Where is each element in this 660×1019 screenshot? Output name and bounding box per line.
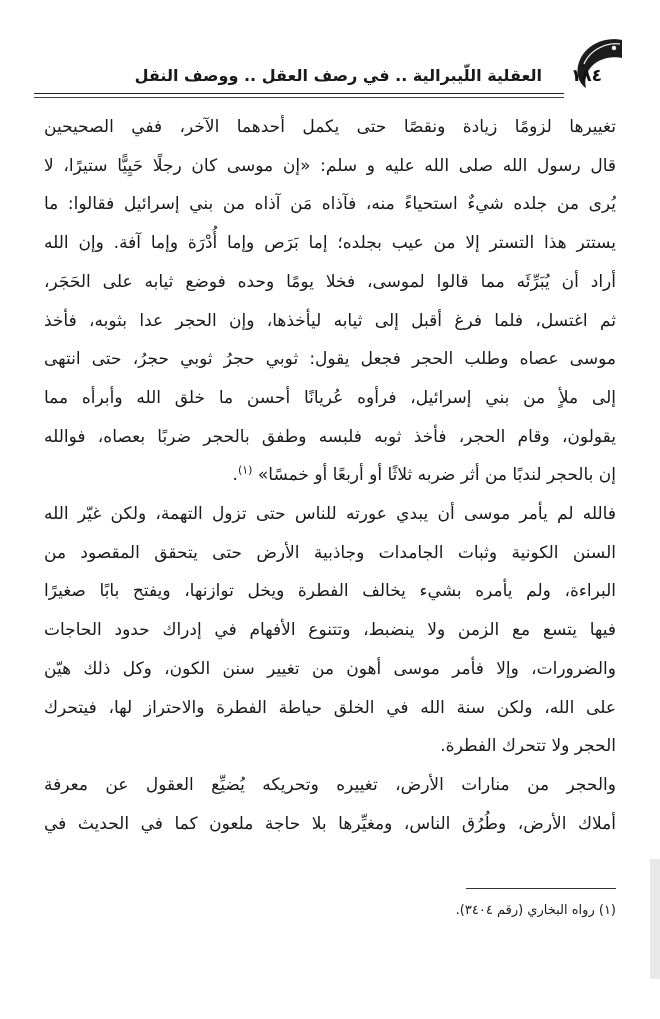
text-line: يستتر هذا التستر إلا من عيب بجلده؛ إما بَرَص وإما أُدْرَة وإما آفة. وإن الله [44, 233, 616, 254]
footnote-separator [466, 888, 616, 889]
text-line: يُرى من جلده شيءٌ استحياءً منه، فآذاه مَن آذاه من بني إسرائيل فقالوا: ما [44, 194, 616, 215]
text-line: الحجر ولا تتحرك الفطرة. [440, 736, 616, 757]
header-rule [34, 93, 564, 94]
body-text [44, 108, 616, 843]
text-line: البراءة، ولم يأمره بشيء يخالف الفطرة ويخل توازنها، ويفتح بابًا صغيرًا [44, 581, 616, 602]
text-line: إلى ملأٍ من بني إسرائيل، فرأوه عُريانًا أحسن ما خلق الله وأبرأه مما [44, 387, 616, 408]
hadith-last-line: إن بالحجر لندبًا من أثر ضربه ثلاثًا أو أربعًا أو خمسًا» [257, 465, 616, 486]
hadith-end-punctuation: . [232, 465, 238, 486]
running-title: العقلية اللّيبرالية .. في رصف العقل .. ووصف النقل [134, 66, 542, 85]
text-line: أراد أن يُبَرِّئَه مما قالوا لموسى، فخلا يومًا وحده فوضع ثيابه على الحَجَر، [44, 271, 616, 292]
header-rule-thin [34, 97, 564, 98]
text-line: أملاك الأرض، وطُرُق الناس، ومغيِّرها بلا حاجة ملعون كما في الحديث في [44, 813, 616, 834]
page-edge-shading [644, 859, 660, 979]
text-line: موسى عصاه وطلب الحجر فجعل يقول: ثوبي حجرُ ثوبي حجرُ، حتى انتهى [44, 349, 616, 370]
text-line: على الله، ولكن سنة الله في الخلق حياطة الفطرة والاحتراز لها، فيتحرك [44, 697, 616, 718]
footnote-reference: (١) [237, 463, 253, 477]
running-header [34, 62, 628, 96]
page-number: ١٨٤ [570, 66, 602, 86]
text-line: والضرورات، وإلا فأمر موسى أهون من تغيير سنن الكون، وكل ذلك هيّن [44, 658, 616, 679]
text-line: قال رسول الله صلى الله عليه و سلم: «إن موسى كان رجلًا حَيِيًّا ستيرًا، لا [44, 155, 616, 176]
text-line: ثم اغتسل، فلما فرغ أقبل إلى ثيابه ليأخذها، وإن الحجر عدا بثوبه، فأخذ [44, 310, 616, 331]
text-line: والحجر من منارات الأرض، تغييره وتحريكه يُضيِّع العقول عن معرفة [44, 774, 616, 795]
text-line-hadith-end [44, 456, 616, 495]
text-line: السنن الكونية وثبات الجامدات وجاذبية الأرض حتى يتحقق المقصود من [44, 542, 616, 563]
text-line: فيها يتسع مع الزمن ولا ينضبط، وتتنوع الأفهام في إدراك حدود الحاجات [44, 620, 616, 641]
text-line: تغييرها لزومًا زيادة ونقصًا حتى يكمل أحدهما الآخر، ففي الصحيحين [44, 117, 616, 137]
text-line: يقولون، وقام الحجر، فأخذ ثوبه فلبسه وطفق بالحجر ضربًا بعصاه، فوالله [44, 426, 616, 447]
text-line: فالله لم يأمر موسى أن يبدي عورته للناس حتى تزول التهمة، ولكن غيّر الله [44, 504, 616, 525]
footnote: (١) رواه البخاري (رقم ٣٤٠٤). [455, 903, 616, 918]
